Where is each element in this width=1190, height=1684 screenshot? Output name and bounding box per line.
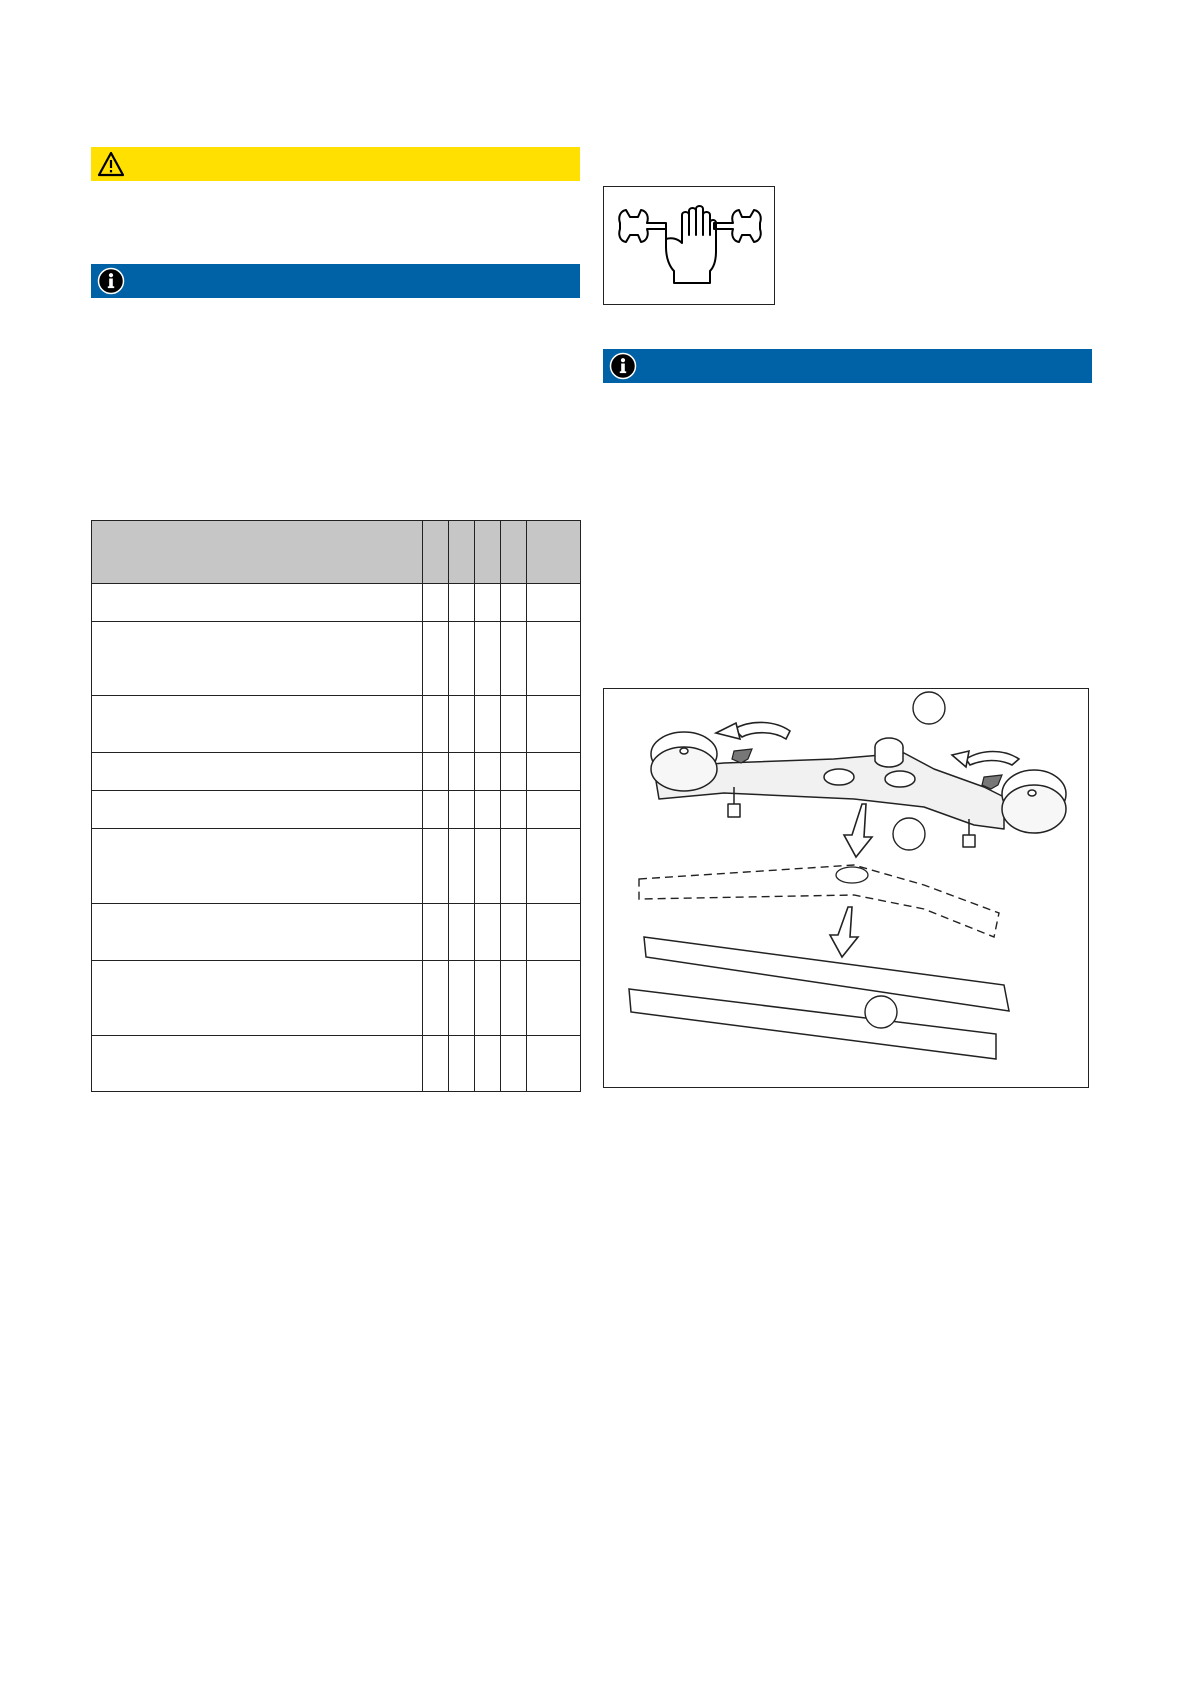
callout-circle bbox=[865, 996, 897, 1028]
table-row bbox=[92, 791, 581, 829]
table-row bbox=[92, 584, 581, 622]
table-row bbox=[92, 622, 581, 696]
table-cell bbox=[449, 753, 475, 791]
table-row bbox=[92, 829, 581, 904]
callout-circle bbox=[893, 818, 925, 850]
table-cell bbox=[92, 961, 423, 1036]
table-cell bbox=[449, 904, 475, 961]
table-header-cell bbox=[475, 521, 501, 584]
table-row bbox=[92, 696, 581, 753]
table-row bbox=[92, 961, 581, 1036]
table-cell bbox=[501, 791, 527, 829]
table-cell bbox=[449, 622, 475, 696]
table-cell bbox=[423, 791, 449, 829]
maintenance-table bbox=[91, 520, 581, 1092]
table-cell bbox=[423, 622, 449, 696]
table-cell bbox=[475, 696, 501, 753]
table-cell bbox=[527, 961, 581, 1036]
glove-with-wrenches-icon bbox=[604, 187, 774, 304]
table-cell bbox=[527, 696, 581, 753]
table-cell bbox=[92, 696, 423, 753]
table-header-cell bbox=[527, 521, 581, 584]
table-cell bbox=[92, 584, 423, 622]
info-icon bbox=[97, 267, 125, 295]
table-cell bbox=[449, 961, 475, 1036]
table-header-cell bbox=[423, 521, 449, 584]
table-cell bbox=[501, 829, 527, 904]
table-cell bbox=[92, 791, 423, 829]
table-cell bbox=[527, 584, 581, 622]
squeegee-figure bbox=[603, 688, 1089, 1088]
table-cell bbox=[475, 753, 501, 791]
table-cell bbox=[449, 584, 475, 622]
maintenance-pictogram bbox=[603, 186, 775, 305]
table-cell bbox=[475, 622, 501, 696]
table-cell bbox=[527, 622, 581, 696]
callout-circle bbox=[913, 692, 945, 724]
table-cell bbox=[423, 1036, 449, 1092]
table-cell bbox=[449, 791, 475, 829]
table-cell bbox=[475, 904, 501, 961]
table-header-row bbox=[92, 521, 581, 584]
table-cell bbox=[449, 1036, 475, 1092]
table-cell bbox=[92, 829, 423, 904]
table-cell bbox=[527, 791, 581, 829]
table-cell bbox=[423, 961, 449, 1036]
table-cell bbox=[92, 904, 423, 961]
table-cell bbox=[475, 584, 501, 622]
table-cell bbox=[449, 696, 475, 753]
table-cell bbox=[527, 829, 581, 904]
table-cell bbox=[423, 584, 449, 622]
table-cell bbox=[475, 1036, 501, 1092]
table-cell bbox=[501, 584, 527, 622]
table-cell bbox=[527, 1036, 581, 1092]
info-bar bbox=[603, 349, 1092, 383]
table-cell bbox=[423, 753, 449, 791]
table-cell bbox=[92, 1036, 423, 1092]
table-cell bbox=[92, 753, 423, 791]
table-cell bbox=[475, 961, 501, 1036]
table-cell bbox=[423, 696, 449, 753]
warning-bar bbox=[91, 147, 580, 181]
info-icon bbox=[609, 352, 637, 380]
table-cell bbox=[423, 904, 449, 961]
squeegee-assembly-illustration bbox=[604, 689, 1088, 1087]
info-bar bbox=[91, 264, 580, 298]
table-cell bbox=[501, 753, 527, 791]
table-cell bbox=[475, 791, 501, 829]
table-cell bbox=[501, 904, 527, 961]
table-cell bbox=[501, 961, 527, 1036]
table-row bbox=[92, 904, 581, 961]
warning-triangle-icon bbox=[97, 150, 125, 178]
table-cell bbox=[475, 829, 501, 904]
table-row bbox=[92, 1036, 581, 1092]
table-cell bbox=[92, 622, 423, 696]
table-cell bbox=[501, 1036, 527, 1092]
table-cell bbox=[501, 622, 527, 696]
table-cell bbox=[449, 829, 475, 904]
table-cell bbox=[501, 696, 527, 753]
table-row bbox=[92, 753, 581, 791]
table-header-cell bbox=[92, 521, 423, 584]
table-header-cell bbox=[449, 521, 475, 584]
table-cell bbox=[527, 904, 581, 961]
table-cell bbox=[527, 753, 581, 791]
table-header-cell bbox=[501, 521, 527, 584]
table-cell bbox=[423, 829, 449, 904]
